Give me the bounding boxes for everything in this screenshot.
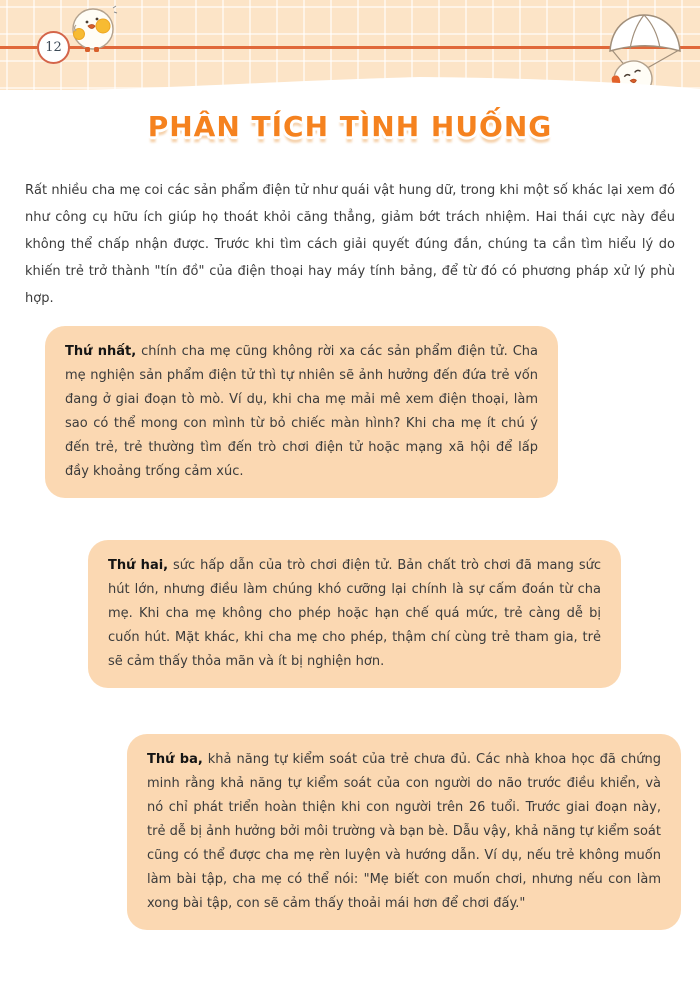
- header-wave: [0, 73, 700, 99]
- box-2-lead: Thứ hai,: [108, 558, 169, 573]
- analysis-box-3: [127, 734, 681, 930]
- box-2-text: sức hấp dẫn của trò chơi điện tử. Bản chất trò chơi đã mang sức hút lớn, nhưng điều làm chúng khó cưỡng lại chính là sự cấm đoán từ cha mẹ. Khi cha mẹ không cho phép hoặc hạn chế quá mức, trẻ càng dễ bị cuốn hút. Mặt khác, khi cha mẹ cho phép, thậm chí cùng trẻ tham gia, trẻ sẽ cảm thấy thỏa mãn và ít bị nghiện hơn.: [108, 558, 601, 669]
- box-3-lead: Thứ ba,: [147, 752, 203, 767]
- page-title: PHÂN TÍCH TÌNH HUỐNG: [147, 110, 553, 143]
- analysis-box-1: [45, 326, 558, 498]
- page-number: 12: [45, 40, 62, 55]
- box-1-text: chính cha mẹ cũng không rời xa các sản phẩm điện tử. Cha mẹ nghiện sản phẩm điện tử thì tự nhiên sẽ ảnh hưởng đến đứa trẻ vốn đang ở giai đoạn tò mò. Ví dụ, khi cha mẹ mải mê xem điện thoại, làm sao có thể mong con mình từ bỏ chiếc màn hình? Khi cha mẹ ít chú ý đến trẻ, trẻ thường tìm đến trò chơi điện tử hoặc mạng xã hội để lấp đầy khoảng trống cảm xúc.: [65, 344, 538, 479]
- page-header: [0, 0, 700, 98]
- intro-paragraph: Rất nhiều cha mẹ coi các sản phẩm điện tử như quái vật hung dữ, trong khi một số khác lại xem đó như công cụ hữu ích giúp họ thoát khỏi căng thẳng, giảm bớt trách nhiệm. Hai thái cực này đều không thể chấp nhận được. Trước khi tìm cách giải quyết đúng đắn, chúng ta cần tìm hiểu lý do khiến trẻ trở thành "tín đồ" của điện thoại hay máy tính bảng, để từ đó có phương pháp xử lý phù hợp.: [25, 183, 675, 306]
- analysis-box-2: [88, 540, 621, 688]
- box-3-text: khả năng tự kiểm soát của trẻ chưa đủ. Các nhà khoa học đã chứng minh rằng khả năng tự kiểm soát của con người do não trước điều khiển, và nó chỉ phát triển hoàn thiện khi con người trên 26 tuổi. Trước giai đoạn này, trẻ dễ bị ảnh hưởng bởi môi trường và bạn bè. Dẫu vậy, khả năng tự kiểm soát cũng có thể được cha mẹ rèn luyện và hướng dẫn. Ví dụ, nếu trẻ không muốn làm bài tập, cha mẹ có thể nói: "Mẹ biết con muốn chơi, nhưng nếu con làm xong bài tập, con sẽ cảm thấy thoải mái hơn để chơi đấy.": [147, 752, 661, 911]
- chick-icon: [66, 5, 118, 53]
- page-number-badge: [37, 31, 70, 64]
- box-1-lead: Thứ nhất,: [65, 344, 137, 359]
